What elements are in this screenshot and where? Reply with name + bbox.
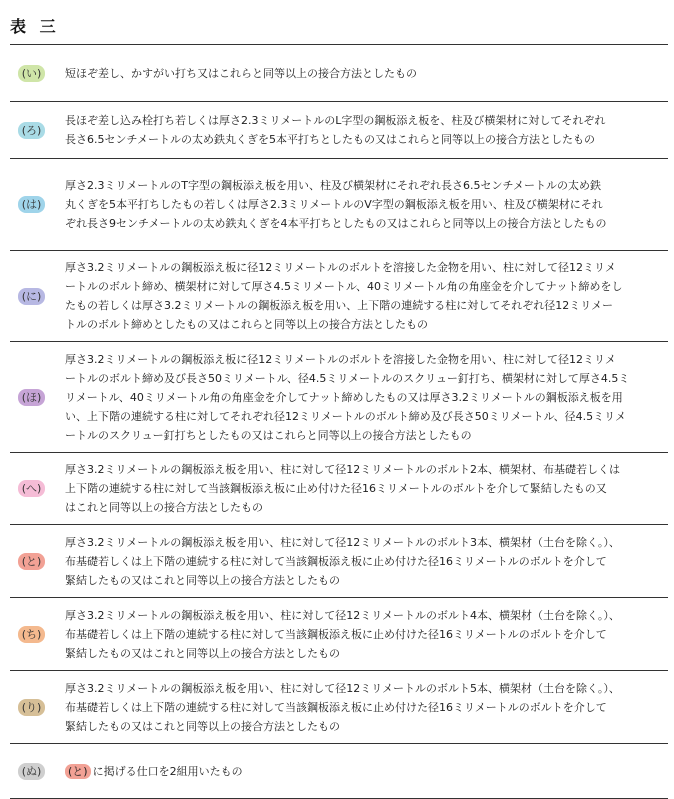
row-label-cell [10, 65, 65, 82]
row-label-cell [10, 763, 65, 780]
row-description [65, 64, 668, 83]
description-line: 緊結したもの又はこれと同等以上の接合方法としたもの [65, 646, 340, 660]
description-line: ートルのボルト締め、横架材に対して厚さ4.5ミリメートル、40ミリメートル角の角座金を介してナット締めをし [65, 280, 623, 293]
row-description [65, 350, 668, 445]
description-line: 厚さ3.2ミリメートルの鋼板添え板に径12ミリメートルのボルトを溶接した金物を用い、柱に対して径12ミリメ [65, 352, 616, 366]
description-line: 丸くぎを5本平打ちしたもの若しくは厚さ2.3ミリメートルのV字型の鋼板添え板を用い、柱及び横架材にそれ [65, 198, 603, 211]
row-label-cell [10, 699, 65, 716]
row-label-badge: (ぬ) [18, 763, 45, 780]
description-line: 布基礎若しくは上下階の連続する柱に対して当該鋼板添え板に止め付けた径16ミリメートルのボルトを介して [65, 554, 607, 568]
table-title: 表 三 [10, 17, 60, 36]
row-label-badge: (と) [18, 553, 45, 570]
description-line: 緊結したもの又はこれと同等以上の接合方法としたもの [65, 719, 340, 733]
table-row [10, 102, 668, 159]
description-line: 厚さ3.2ミリメートルの鋼板添え板を用い、柱に対して径12ミリメートルのボルト5本、横架材（土台を除く。）、 [65, 681, 620, 695]
row-label-cell [10, 196, 65, 213]
description-line: 厚さ3.2ミリメートルの鋼板添え板を用い、柱に対して径12ミリメートルのボルト4本、横架材（土台を除く。）、 [65, 608, 620, 622]
row-label-badge: (ろ) [18, 122, 45, 139]
description-line: トルのボルト締めとしたもの又はこれらと同等以上の接合方法としたもの [65, 318, 428, 331]
description-line: 長さ6.5センチメートルの太め鉄丸くぎを5本平打ちとしたもの又はこれらと同等以上の接合方法としたもの [65, 133, 596, 146]
description-line: 厚さ2.3ミリメートルのT字型の鋼板添え板を用い、柱及び横架材にそれぞれ長さ6.5センチメートルの太め鉄 [65, 179, 602, 192]
description-line-wrapper [65, 762, 662, 781]
description-line: 緊結したもの又はこれと同等以上の接合方法としたもの [65, 573, 340, 587]
table-row [10, 671, 668, 744]
row-label-cell [10, 480, 65, 497]
row-label-cell [10, 553, 65, 570]
description-line: リメートル、40ミリメートル角の角座金を介してナット締めしたもの又は厚さ3.2ミリメートルの鋼板添え板を用 [65, 390, 623, 404]
description-line: 布基礎若しくは上下階の連続する柱に対して当該鋼板添え板に止め付けた径16ミリメートルのボルトを介して [65, 627, 607, 641]
row-label-cell [10, 389, 65, 406]
row-label-cell [10, 288, 65, 305]
row-label-badge: (へ) [18, 480, 45, 497]
description-line: 厚さ3.2ミリメートルの鋼板添え板を用い、柱に対して径12ミリメートルのボルト3本、横架材（土台を除く。）、 [65, 535, 620, 549]
description-line: 厚さ3.2ミリメートルの鋼板添え板に径12ミリメートルのボルトを溶接した金物を用い、柱に対して径12ミリメ [65, 261, 616, 274]
table-row [10, 453, 668, 525]
description-line: 厚さ3.2ミリメートルの鋼板添え板を用い、柱に対して径12ミリメートルのボルト2本、横架材、布基礎若しくは [65, 463, 621, 476]
description-line: 布基礎若しくは上下階の連続する柱に対して当該鋼板添え板に止め付けた径16ミリメートルのボルトを介して [65, 700, 607, 714]
row-label-cell [10, 122, 65, 139]
row-label-badge: (り) [18, 699, 45, 716]
row-label-badge: (に) [18, 288, 45, 305]
table-row [10, 342, 668, 453]
row-description [65, 111, 668, 149]
table-row [10, 598, 668, 671]
table-row [10, 744, 668, 799]
row-description [65, 460, 668, 517]
description-line: 長ほぞ差し込み栓打ち若しくは厚さ2.3ミリメートルのL字型の鋼板添え板を、柱及び横架材に対してそれぞれ [65, 114, 606, 127]
table-row [10, 251, 668, 342]
row-label-badge: (い) [18, 65, 45, 82]
description-line: 上下階の連続する柱に対して当該鋼板添え板に止め付けた径16ミリメートルのボルトを介して緊結したもの又 [65, 482, 607, 495]
description-line: 短ほぞ差し、かすがい打ち又はこれらと同等以上の接合方法としたもの [65, 66, 417, 80]
row-label-badge: (は) [18, 196, 45, 213]
row-label-badge: (ち) [18, 626, 45, 643]
row-description [65, 258, 668, 334]
row-description [65, 606, 668, 663]
table-row [10, 159, 668, 251]
table-row [10, 45, 668, 102]
joint-table [10, 44, 668, 799]
row-description [65, 762, 668, 781]
inline-reference-badge: (と) [65, 764, 91, 779]
description-line: ぞれ長さ9センチメートルの太め鉄丸くぎを4本平打ちとしたもの又はこれらと同等以上の接合方法としたもの [65, 217, 607, 230]
description-line: はこれと同等以上の接合方法としたもの [65, 501, 263, 514]
row-description [65, 679, 668, 736]
row-label-badge: (ほ) [18, 389, 45, 406]
row-label-cell [10, 626, 65, 643]
row-description [65, 176, 668, 233]
description-line: たもの若しくは厚さ3.2ミリメートルの鋼板添え板を用い、上下階の連続する柱に対してそれぞれ径12ミリメー [65, 299, 614, 312]
table-row [10, 525, 668, 598]
description-line: ートルのスクリュー釘打ちとしたもの又はこれらと同等以上の接合方法としたもの [65, 428, 472, 442]
description-line: に掲げる仕口を2組用いたもの [92, 764, 243, 778]
description-line: い、上下階の連続する柱に対してそれぞれ径12ミリメートルのボルト締め及び長さ50ミリメートル、径4.5ミリメ [65, 409, 626, 423]
description-line: ートルのボルト締め及び長さ50ミリメートル、径4.5ミリメートルのスクリュー釘打ち、横架材に対して厚さ4.5ミ [65, 371, 630, 385]
row-description [65, 533, 668, 590]
